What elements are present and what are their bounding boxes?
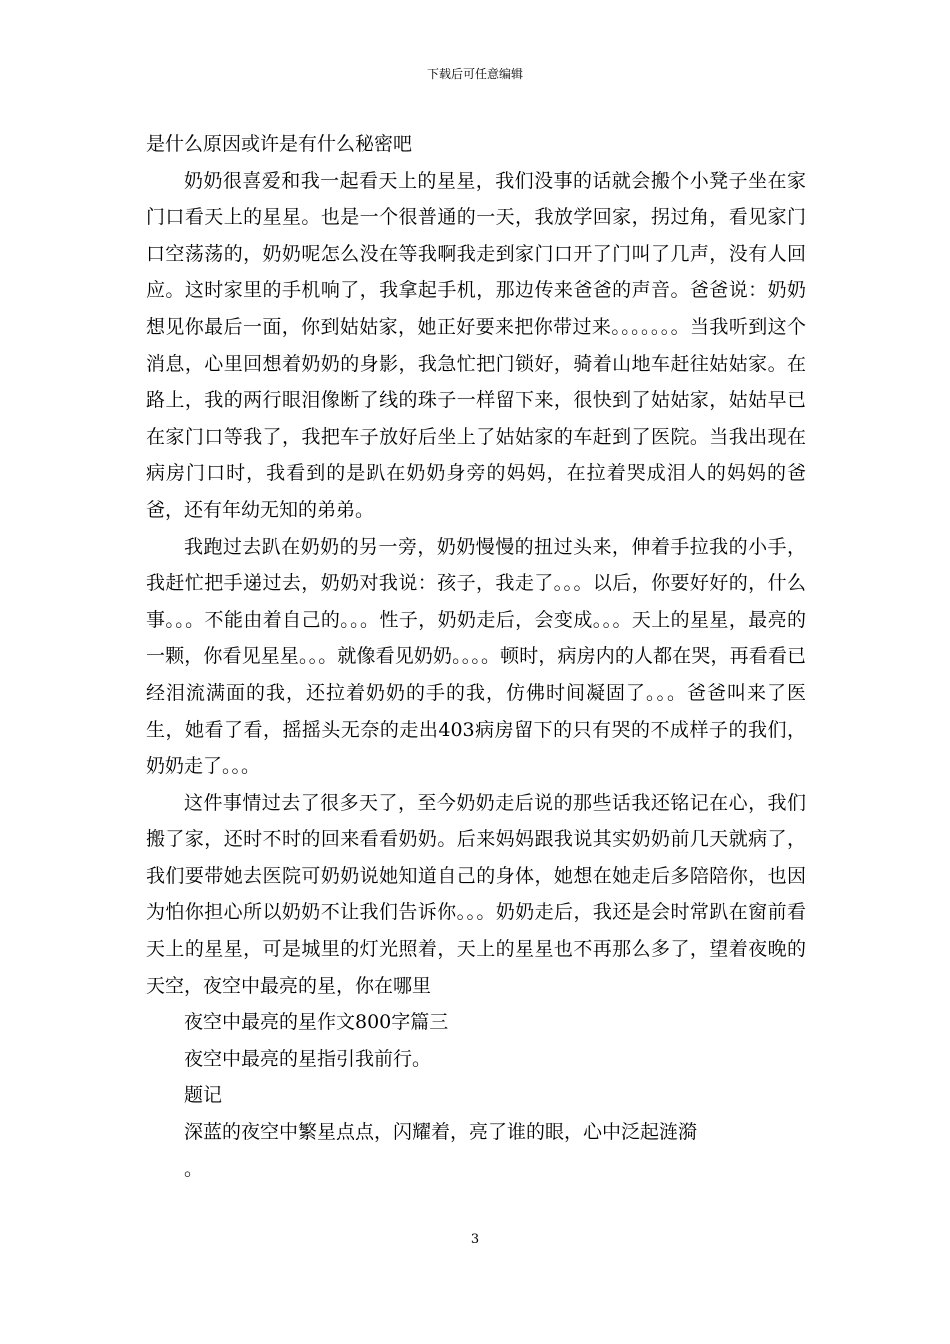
epigraph-label: 题记 — [184, 1084, 223, 1107]
page-header: 下载后可任意编辑 — [426, 67, 523, 81]
text-line: 。 — [184, 1157, 204, 1180]
paragraph: 这件事情过去了很多天了，至今奶奶走后说的那些话我还铭记在心，我们搬了家，还时不时的回来看看奶奶。后来妈妈跟我说其实奶奶前几天就病了，我们要带她去医院可奶奶说她知道自己的身体，她想在她走后多陪陪你，也因为怕你担心所以奶奶不让我们告诉你。。。奶奶走后，我还是会时常趴在窗前看天上的星星，可是城里的灯光照着，天上的星星也不再那么多了，望着夜晚的天空，夜空中最亮的星，你在哪里 — [146, 791, 806, 997]
subtitle-line: 夜空中最亮的星指引我前行。 — [184, 1047, 432, 1070]
document-body — [146, 126, 806, 1187]
paragraph: 奶奶很喜爱和我一起看天上的星星，我们没事的话就会搬个小凳子坐在家门口看天上的星星。也是一个很普通的一天，我放学回家，拐过角，看见家门口空荡荡的，奶奶呢怎么没在等我啊我走到家门口开了门叫了几声，没有人回应。这时家里的手机响了，我拿起手机，那边传来爸爸的声音。爸爸说：奶奶想见你最后一面，你到姑姑家，她正好要来把你带过来。。。。。。。当我听到这个消息，心里回想着奶奶的身影，我急忙把门锁好，骑着山地车赶往姑姑家。在路上，我的两行眼泪像断了线的珠子一样留下来，很快到了姑姑家，姑姑早已在家门口等我了，我把车子放好后坐上了姑姑家的车赶到了医院。当我出现在病房门口时，我看到的是趴在奶奶身旁的妈妈，在拉着哭成泪人的妈妈的爸爸，还有年幼无知的弟弟。 — [146, 169, 806, 521]
section-title: 夜空中最亮的星作文800字篇三 — [184, 1011, 449, 1034]
text-line: 深蓝的夜空中繁星点点，闪耀着，亮了谁的眼，心中泛起涟漪 — [184, 1121, 698, 1144]
paragraph: 是什么原因或许是有什么秘密吧 — [146, 133, 413, 155]
paragraph: 我跑过去趴在奶奶的另一旁，奶奶慢慢的扭过头来，伸着手拉我的小手，我赶忙把手递过去，奶奶对我说：孩子，我走了。。。以后，你要好好的，什么事。。。不能由着自己的。。。性子，奶奶走后，会变成。。。天上的星星，最亮的一颗，你看见星星。。。就像看见奶奶。。。。顿时，病房内的人都在哭，再看看已经泪流满面的我，还拉着奶奶的手的我，仿佛时间凝固了。。。爸爸叫来了医生，她看了看，摇摇头无奈的走出403病房留下的只有哭的不成样子的我们，奶奶走了。。。 — [146, 535, 806, 778]
page-number: 3 — [470, 1232, 480, 1247]
